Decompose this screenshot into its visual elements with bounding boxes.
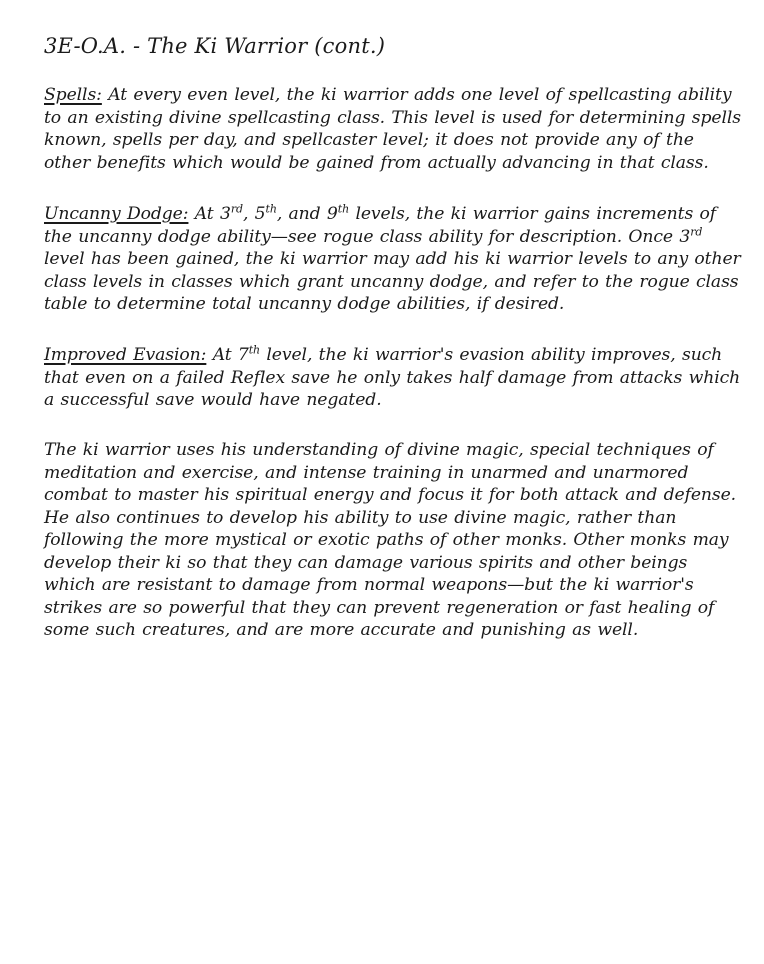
improved-evasion-text-part: At 7 <box>206 345 249 365</box>
uncanny-dodge-text-part: levels, the ki warrior gains increments of the uncanny dodge ability—see rogue class ability for description. Once 3 <box>44 204 717 247</box>
improved-evasion-text-part: level, the ki warrior's evasion ability improves, such that even on a failed Reflex save he only takes half damage from attacks which a successful save would have negated. <box>44 345 741 410</box>
spells-paragraph <box>44 84 744 174</box>
page-title: 3E-O.A. - The Ki Warrior (cont.) <box>44 34 386 58</box>
uncanny-dodge-text-part: , 5 <box>242 204 266 224</box>
uncanny-dodge-text-part: , and 9 <box>276 204 338 224</box>
spells-text: At every even level, the ki warrior adds one level of spellcasting ability to an existing divine spellcasting class. This level is used for determining spells known, spells per day, and spellcaster level; it does not provide any of the other benefits which would be gained from actually advancing in that class. <box>44 85 741 173</box>
ordinal-suffix: th <box>248 343 261 357</box>
uncanny-dodge-heading: Uncanny Dodge: <box>44 204 189 224</box>
spells-heading: Spells: <box>44 85 102 105</box>
improved-evasion-heading: Improved Evasion: <box>44 345 207 365</box>
ordinal-suffix: th <box>337 202 350 216</box>
ordinal-suffix: rd <box>230 202 243 216</box>
uncanny-dodge-text-part: At 3 <box>188 204 231 224</box>
ordinal-suffix: th <box>265 202 277 216</box>
ordinal-suffix: rd <box>690 224 703 238</box>
improved-evasion-paragraph <box>44 344 744 412</box>
uncanny-dodge-text-part: level has been gained, the ki warrior may add his ki warrior levels to any other class levels in classes which grant uncanny dodge, and refer to the rogue class table to determine total uncanny dodge abilities, if desired. <box>44 249 741 314</box>
ki-warrior-description-text: The ki warrior uses his understanding of divine magic, special techniques of meditation and exercise, and intense training in unarmed and unarmored combat to master his spiritual energy and focus it for both attack and defense. He also continues to develop his ability to use divine magic, rather than following the more mystical or exotic paths of other monks. Other monks may develop their ki so that they can damage various spirits and other beings which are resistant to damage from normal weapons—but the ki warrior's strikes are so powerful that they can prevent regeneration or fast healing of some such creatures, and are more accurate and punishing as well. <box>44 440 737 640</box>
ki-warrior-description-paragraph <box>44 439 744 642</box>
uncanny-dodge-paragraph <box>44 203 744 316</box>
